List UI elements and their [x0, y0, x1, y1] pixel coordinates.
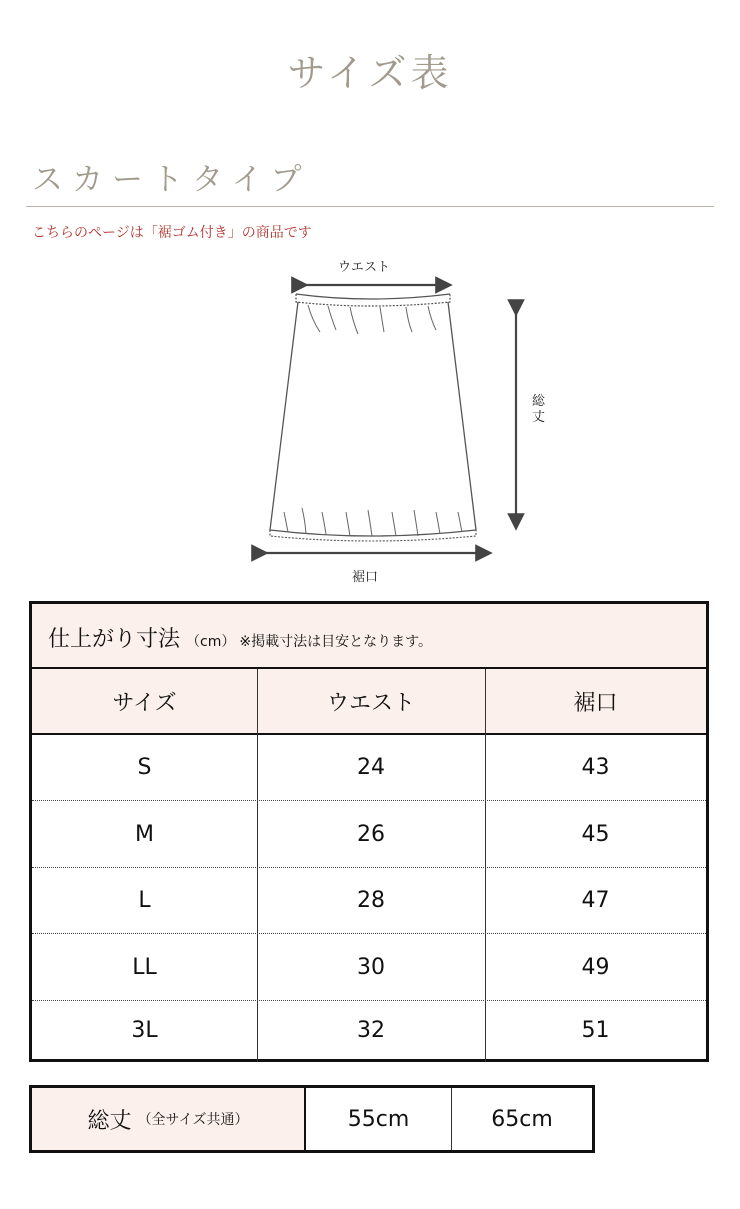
waist-cell: 32 [357, 1017, 385, 1043]
waist-label: ウエスト [338, 260, 391, 275]
size-cell: M [135, 821, 154, 847]
table-row [32, 1001, 706, 1059]
length-label: 総丈 [87, 1108, 132, 1134]
table-row [32, 934, 706, 1001]
waist-cell: 24 [357, 755, 385, 780]
measurement-table [29, 601, 709, 1062]
hem-cell: 43 [581, 755, 610, 780]
hem-label: 裾口 [352, 570, 379, 585]
caption-unit: （cm） [186, 634, 236, 650]
header-waist: ウエスト [326, 690, 415, 716]
skirt-illustration [250, 250, 560, 590]
caption-title: 仕上がり寸法 [48, 627, 181, 652]
length-label: 総丈 [532, 394, 546, 425]
size-cell: L [138, 888, 151, 913]
section-title: スカートタイプ [32, 162, 311, 198]
waist-cell: 28 [357, 888, 385, 913]
product-notice: こちらのページは「裾ゴム付き」の商品です [32, 225, 312, 241]
length-value-cell: 65cm [491, 1106, 553, 1132]
table-row [32, 735, 706, 801]
table-row [32, 868, 706, 934]
table-header-row [32, 669, 706, 735]
caption-note: ※掲載寸法は目安となります。 [239, 634, 432, 650]
skirt-diagram [250, 250, 560, 590]
hem-cell: 49 [581, 954, 610, 980]
waist-cell: 30 [357, 954, 385, 980]
table-row [32, 801, 706, 868]
size-cell: S [137, 755, 152, 780]
table-caption [32, 604, 706, 669]
header-hem: 裾口 [573, 690, 618, 716]
length-value-cell: 55cm [306, 1088, 452, 1150]
hem-cell: 45 [581, 821, 610, 847]
section-divider [26, 206, 714, 207]
waist-cell: 26 [357, 821, 385, 847]
length-label-note: （全サイズ共通） [137, 1112, 249, 1128]
header-size: サイズ [112, 690, 177, 716]
hem-cell: 47 [581, 888, 610, 913]
size-cell: 3L [131, 1017, 158, 1043]
hem-cell: 51 [581, 1017, 610, 1043]
page-title: サイズ表 [287, 51, 453, 95]
total-length-table [29, 1085, 595, 1153]
size-cell: LL [132, 954, 157, 980]
length-label-cell [32, 1088, 306, 1150]
